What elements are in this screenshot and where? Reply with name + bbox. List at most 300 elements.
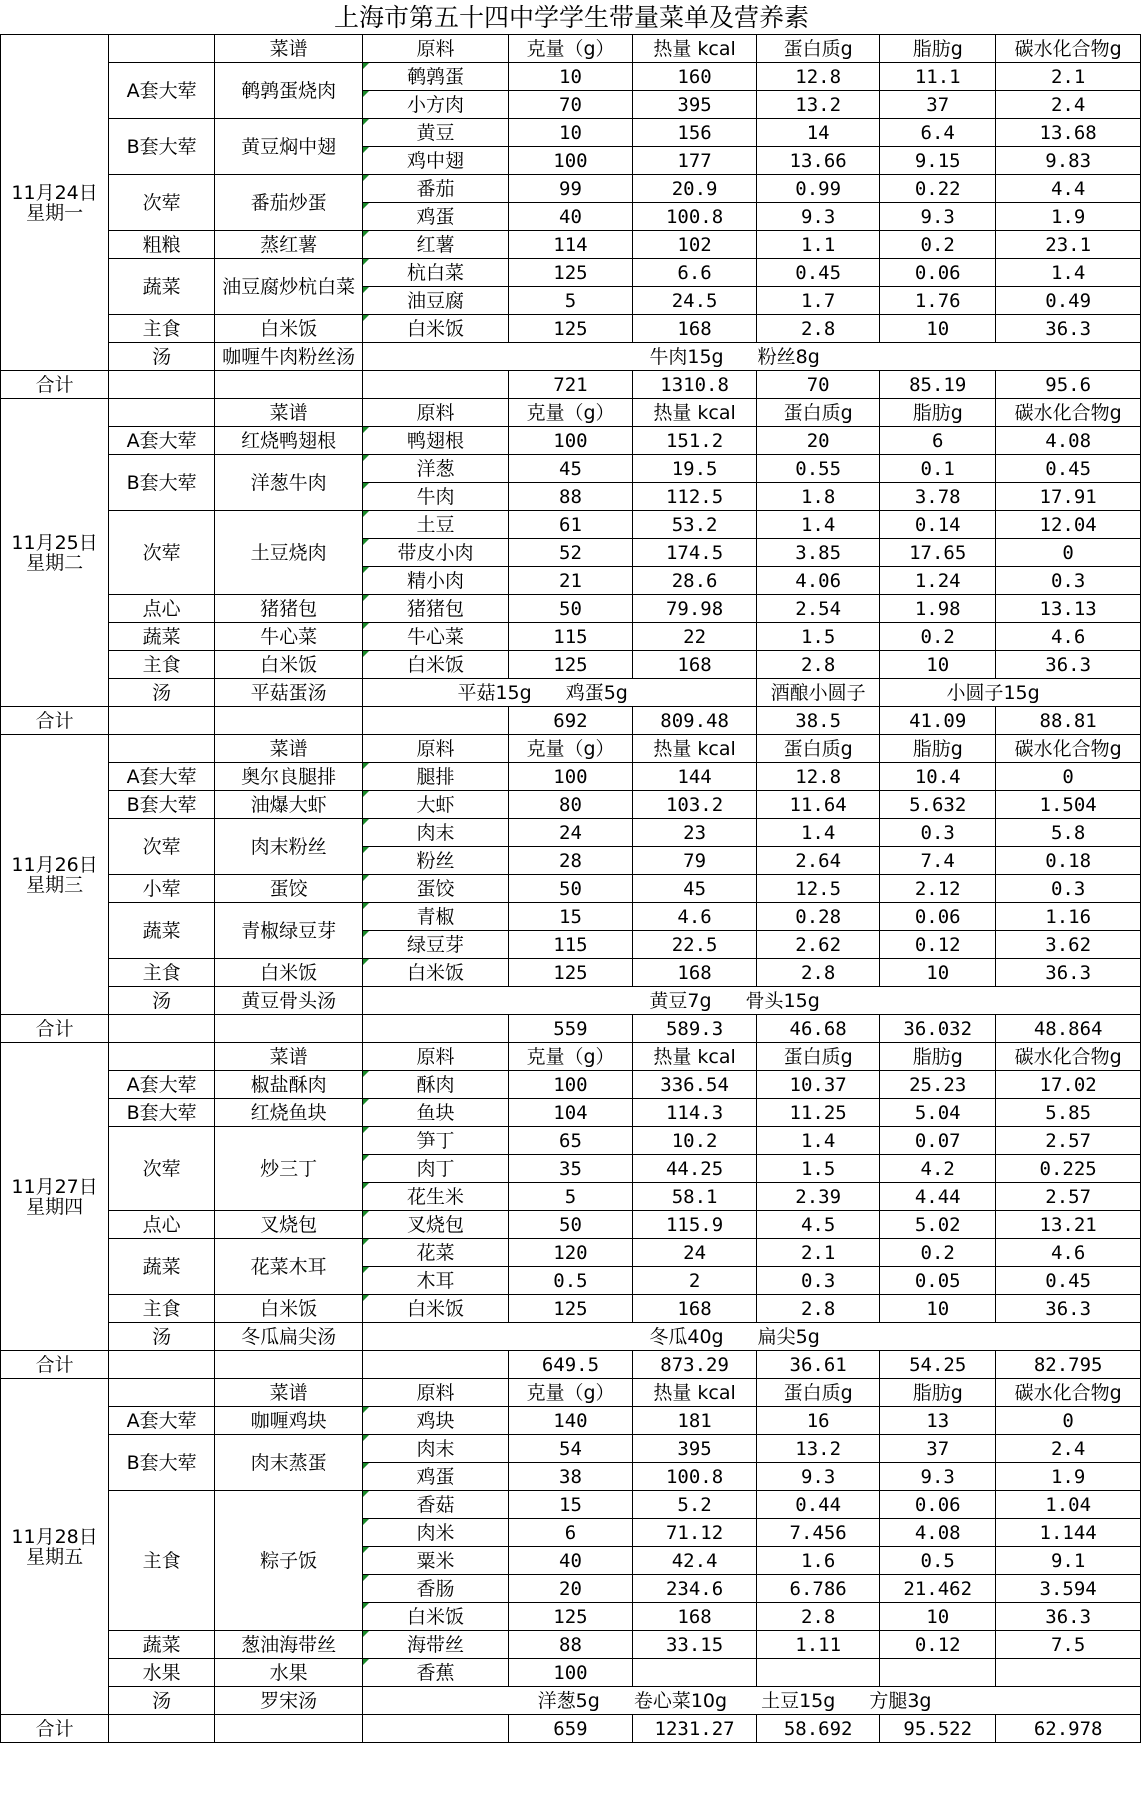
day-cell — [1, 1379, 109, 1715]
course-category: B套大荤 — [109, 1099, 215, 1127]
value-protein: 12.8 — [757, 63, 880, 91]
extra-soup-ingredients — [880, 679, 1141, 707]
ingredient-name: 红薯 — [363, 231, 509, 259]
value-protein: 4.5 — [757, 1211, 880, 1239]
ingredient-name: 香蕉 — [363, 1659, 509, 1687]
value-fat: 0.1 — [880, 455, 996, 483]
menu-item-row — [1, 651, 1141, 679]
value-carb: 36.3 — [996, 651, 1141, 679]
menu-item-row — [1, 1491, 1141, 1519]
course-category: B套大荤 — [109, 119, 215, 175]
ingredient-name: 蛋饺 — [363, 875, 509, 903]
total-fat: 36.032 — [880, 1015, 996, 1043]
header-protein: 蛋白质g — [757, 399, 880, 427]
soup-ingredient: 土豆15g — [761, 1689, 836, 1712]
value-protein: 1.4 — [757, 1127, 880, 1155]
course-dish: 蒸红薯 — [215, 231, 363, 259]
menu-item-row — [1, 763, 1141, 791]
course-category: 主食 — [109, 651, 215, 679]
menu-item-row — [1, 511, 1141, 539]
header-dish: 菜谱 — [215, 399, 363, 427]
value-g: 6 — [508, 1519, 632, 1547]
menu-item-row — [1, 1211, 1141, 1239]
value-kcal: 177 — [633, 147, 757, 175]
value-carb: 0.3 — [996, 567, 1141, 595]
day-date: 11月24日 — [11, 181, 98, 204]
course-category: A套大荤 — [109, 763, 215, 791]
value-protein: 2.62 — [757, 931, 880, 959]
value-carb: 7.5 — [996, 1631, 1141, 1659]
value-fat: 3.78 — [880, 483, 996, 511]
value-g: 15 — [508, 1491, 632, 1519]
value-fat: 10 — [880, 1603, 996, 1631]
value-protein: 1.1 — [757, 231, 880, 259]
header-protein: 蛋白质g — [757, 1379, 880, 1407]
value-carb: 1.04 — [996, 1491, 1141, 1519]
header-ingredient: 原料 — [363, 735, 509, 763]
value-protein: 11.64 — [757, 791, 880, 819]
soup-name: 冬瓜扁尖汤 — [215, 1323, 363, 1351]
value-kcal: 395 — [633, 1435, 757, 1463]
value-fat: 4.2 — [880, 1155, 996, 1183]
course-dish: 葱油海带丝 — [215, 1631, 363, 1659]
value-protein: 0.3 — [757, 1267, 880, 1295]
day-cell — [1, 735, 109, 1015]
ingredient-name: 带皮小肉 — [363, 539, 509, 567]
value-carb: 5.8 — [996, 819, 1141, 847]
value-carb: 1.504 — [996, 791, 1141, 819]
menu-item-row — [1, 1239, 1141, 1267]
course-category: A套大荤 — [109, 63, 215, 119]
value-kcal: 181 — [633, 1407, 757, 1435]
value-kcal: 22.5 — [633, 931, 757, 959]
value-carb: 13.13 — [996, 595, 1141, 623]
value-fat: 0.2 — [880, 1239, 996, 1267]
soup-ingredient: 扁尖5g — [757, 1325, 820, 1348]
total-blank — [109, 371, 215, 399]
value-carb: 23.1 — [996, 231, 1141, 259]
value-kcal: 100.8 — [633, 1463, 757, 1491]
menu-item-row — [1, 791, 1141, 819]
soup-ingredients — [363, 1687, 1141, 1715]
value-kcal: 24.5 — [633, 287, 757, 315]
total-protein: 58.692 — [757, 1715, 880, 1743]
header-protein: 蛋白质g — [757, 735, 880, 763]
value-carb: 17.91 — [996, 483, 1141, 511]
ingredient-name: 牛肉 — [363, 483, 509, 511]
total-protein: 70 — [757, 371, 880, 399]
header-fat: 脂肪g — [880, 1043, 996, 1071]
value-protein: 1.4 — [757, 511, 880, 539]
course-dish: 白米饭 — [215, 315, 363, 343]
soup-label: 汤 — [109, 987, 215, 1015]
value-carb: 0.45 — [996, 1267, 1141, 1295]
value-g: 61 — [508, 511, 632, 539]
ingredient-name: 土豆 — [363, 511, 509, 539]
course-dish: 叉烧包 — [215, 1211, 363, 1239]
ingredient-name: 猪猪包 — [363, 595, 509, 623]
value-kcal: 168 — [633, 651, 757, 679]
value-kcal: 100.8 — [633, 203, 757, 231]
value-carb: 0 — [996, 539, 1141, 567]
total-label: 合计 — [1, 371, 109, 399]
value-fat: 0.2 — [880, 231, 996, 259]
ingredient-name: 肉丁 — [363, 1155, 509, 1183]
soup-ingredient: 黄豆7g — [649, 989, 712, 1012]
ingredient-name: 木耳 — [363, 1267, 509, 1295]
value-protein: 0.28 — [757, 903, 880, 931]
value-g: 10 — [508, 63, 632, 91]
day-date: 11月28日 — [11, 1525, 98, 1548]
value-g: 28 — [508, 847, 632, 875]
value-fat: 9.3 — [880, 1463, 996, 1491]
value-fat: 1.76 — [880, 287, 996, 315]
value-g: 54 — [508, 1435, 632, 1463]
course-category: 蔬菜 — [109, 903, 215, 959]
ingredient-name: 小方肉 — [363, 91, 509, 119]
header-category-blank — [109, 1043, 215, 1071]
total-blank — [215, 1715, 363, 1743]
course-category: 蔬菜 — [109, 1239, 215, 1295]
value-fat: 0.2 — [880, 623, 996, 651]
course-dish: 水果 — [215, 1659, 363, 1687]
value-protein: 4.06 — [757, 567, 880, 595]
course-category: 主食 — [109, 1295, 215, 1323]
header-ingredient: 原料 — [363, 1379, 509, 1407]
ingredient-name: 笋丁 — [363, 1127, 509, 1155]
ingredient-name: 肉米 — [363, 1519, 509, 1547]
value-g: 20 — [508, 1575, 632, 1603]
ingredient-name: 白米饭 — [363, 651, 509, 679]
header-fat: 脂肪g — [880, 35, 996, 63]
value-fat: 17.65 — [880, 539, 996, 567]
header-grams: 克量（g） — [508, 735, 632, 763]
value-fat: 25.23 — [880, 1071, 996, 1099]
soup-label: 汤 — [109, 1687, 215, 1715]
course-category: 点心 — [109, 1211, 215, 1239]
value-kcal: 19.5 — [633, 455, 757, 483]
course-dish: 白米饭 — [215, 651, 363, 679]
header-fat: 脂肪g — [880, 1379, 996, 1407]
menu-item-row — [1, 231, 1141, 259]
day-header-row — [1, 35, 1141, 63]
ingredient-name: 肉末 — [363, 819, 509, 847]
value-protein: 1.4 — [757, 819, 880, 847]
course-dish: 青椒绿豆芽 — [215, 903, 363, 959]
value-g: 140 — [508, 1407, 632, 1435]
value-carb: 0.18 — [996, 847, 1141, 875]
total-g: 692 — [508, 707, 632, 735]
ingredient-name: 鸭翅根 — [363, 427, 509, 455]
ingredient-name: 白米饭 — [363, 1603, 509, 1631]
total-carb: 48.864 — [996, 1015, 1141, 1043]
value-protein: 11.25 — [757, 1099, 880, 1127]
value-protein — [757, 1659, 880, 1687]
value-protein: 1.6 — [757, 1547, 880, 1575]
value-protein: 13.2 — [757, 1435, 880, 1463]
value-protein: 1.5 — [757, 1155, 880, 1183]
value-carb: 1.4 — [996, 259, 1141, 287]
value-fat: 10 — [880, 315, 996, 343]
ingredient-name: 香菇 — [363, 1491, 509, 1519]
value-fat: 37 — [880, 91, 996, 119]
header-category-blank — [109, 735, 215, 763]
value-carb: 3.62 — [996, 931, 1141, 959]
value-g: 40 — [508, 1547, 632, 1575]
value-kcal: 24 — [633, 1239, 757, 1267]
header-category-blank — [109, 35, 215, 63]
value-kcal: 168 — [633, 1603, 757, 1631]
day-header-row — [1, 1379, 1141, 1407]
menu-item-row — [1, 1295, 1141, 1323]
value-g: 125 — [508, 959, 632, 987]
ingredient-name: 洋葱 — [363, 455, 509, 483]
header-carb: 碳水化合物g — [996, 399, 1141, 427]
value-g: 100 — [508, 763, 632, 791]
course-dish: 白米饭 — [215, 1295, 363, 1323]
total-fat: 54.25 — [880, 1351, 996, 1379]
value-protein: 0.99 — [757, 175, 880, 203]
value-kcal: 71.12 — [633, 1519, 757, 1547]
ingredient-name: 粟米 — [363, 1547, 509, 1575]
value-g: 70 — [508, 91, 632, 119]
value-carb: 17.02 — [996, 1071, 1141, 1099]
value-fat: 0.12 — [880, 931, 996, 959]
menu-item-row — [1, 259, 1141, 287]
value-carb: 0.225 — [996, 1155, 1141, 1183]
value-fat: 4.44 — [880, 1183, 996, 1211]
value-carb: 9.83 — [996, 147, 1141, 175]
value-kcal: 234.6 — [633, 1575, 757, 1603]
total-kcal: 589.3 — [633, 1015, 757, 1043]
ingredient-name: 鸡中翅 — [363, 147, 509, 175]
menu-item-row — [1, 1407, 1141, 1435]
value-kcal: 156 — [633, 119, 757, 147]
value-protein: 13.66 — [757, 147, 880, 175]
ingredient-name: 油豆腐 — [363, 287, 509, 315]
ingredient-name: 精小肉 — [363, 567, 509, 595]
total-row — [1, 1015, 1141, 1043]
value-kcal: 45 — [633, 875, 757, 903]
value-fat: 9.3 — [880, 203, 996, 231]
course-category: 小荤 — [109, 875, 215, 903]
course-dish: 蛋饺 — [215, 875, 363, 903]
value-protein: 9.3 — [757, 1463, 880, 1491]
total-carb: 62.978 — [996, 1715, 1141, 1743]
total-kcal: 873.29 — [633, 1351, 757, 1379]
menu-item-row — [1, 959, 1141, 987]
soup-ingredients — [363, 343, 1141, 371]
value-fat: 10.4 — [880, 763, 996, 791]
value-kcal: 151.2 — [633, 427, 757, 455]
menu-item-row — [1, 1435, 1141, 1463]
course-category: A套大荤 — [109, 1071, 215, 1099]
value-fat: 0.22 — [880, 175, 996, 203]
soup-ingredients — [363, 987, 1141, 1015]
header-carb: 碳水化合物g — [996, 35, 1141, 63]
day-header-row — [1, 735, 1141, 763]
course-dish: 咖喱鸡块 — [215, 1407, 363, 1435]
value-kcal: 79 — [633, 847, 757, 875]
value-fat: 6 — [880, 427, 996, 455]
total-g: 559 — [508, 1015, 632, 1043]
value-carb: 4.6 — [996, 1239, 1141, 1267]
value-protein: 2.8 — [757, 1603, 880, 1631]
course-category: 蔬菜 — [109, 1631, 215, 1659]
value-carb: 1.9 — [996, 1463, 1141, 1491]
header-kcal: 热量 kcal — [633, 1043, 757, 1071]
total-g: 659 — [508, 1715, 632, 1743]
course-dish: 肉末蒸蛋 — [215, 1435, 363, 1491]
total-blank — [215, 1351, 363, 1379]
value-kcal: 395 — [633, 91, 757, 119]
ingredient-name: 鸡蛋 — [363, 1463, 509, 1491]
value-fat: 5.04 — [880, 1099, 996, 1127]
document-title: 上海市第五十四中学学生带量菜单及营养素 — [333, 3, 809, 32]
header-dish: 菜谱 — [215, 735, 363, 763]
soup-ingredients — [363, 679, 757, 707]
value-kcal: 168 — [633, 1295, 757, 1323]
value-kcal: 53.2 — [633, 511, 757, 539]
ingredient-name: 黄豆 — [363, 119, 509, 147]
ingredient-name: 绿豆芽 — [363, 931, 509, 959]
header-dish: 菜谱 — [215, 1043, 363, 1071]
value-kcal: 20.9 — [633, 175, 757, 203]
soup-ingredient: 骨头15g — [745, 989, 820, 1012]
soup-ingredient: 冬瓜40g — [649, 1325, 724, 1348]
value-kcal: 44.25 — [633, 1155, 757, 1183]
value-fat: 5.02 — [880, 1211, 996, 1239]
ingredient-name: 肉末 — [363, 1435, 509, 1463]
course-dish: 红烧鱼块 — [215, 1099, 363, 1127]
value-g: 38 — [508, 1463, 632, 1491]
value-protein: 20 — [757, 427, 880, 455]
value-g: 125 — [508, 315, 632, 343]
value-g: 125 — [508, 1295, 632, 1323]
course-category: A套大荤 — [109, 427, 215, 455]
value-carb: 4.6 — [996, 623, 1141, 651]
header-protein: 蛋白质g — [757, 1043, 880, 1071]
value-kcal: 114.3 — [633, 1099, 757, 1127]
value-fat: 0.12 — [880, 1631, 996, 1659]
course-category: 次荤 — [109, 175, 215, 231]
value-kcal: 5.2 — [633, 1491, 757, 1519]
menu-item-row — [1, 1099, 1141, 1127]
total-g: 721 — [508, 371, 632, 399]
value-g: 115 — [508, 623, 632, 651]
total-blank — [215, 1015, 363, 1043]
course-category: 次荤 — [109, 1127, 215, 1211]
menu-item-row — [1, 1631, 1141, 1659]
menu-item-row — [1, 63, 1141, 91]
header-kcal: 热量 kcal — [633, 399, 757, 427]
course-category: 点心 — [109, 595, 215, 623]
total-carb: 95.6 — [996, 371, 1141, 399]
header-fat: 脂肪g — [880, 735, 996, 763]
value-protein: 2.8 — [757, 1295, 880, 1323]
value-protein: 1.7 — [757, 287, 880, 315]
value-carb: 36.3 — [996, 1295, 1141, 1323]
soup-row — [1, 1687, 1141, 1715]
day-header-row — [1, 1043, 1141, 1071]
header-grams: 克量（g） — [508, 399, 632, 427]
header-category-blank — [109, 1379, 215, 1407]
value-protein: 3.85 — [757, 539, 880, 567]
value-fat: 37 — [880, 1435, 996, 1463]
value-g: 115 — [508, 931, 632, 959]
menu-item-row — [1, 875, 1141, 903]
value-protein: 16 — [757, 1407, 880, 1435]
ingredient-name: 香肠 — [363, 1575, 509, 1603]
ingredient-name: 花生米 — [363, 1183, 509, 1211]
ingredient-name: 粉丝 — [363, 847, 509, 875]
menu-item-row — [1, 595, 1141, 623]
value-kcal: 22 — [633, 623, 757, 651]
value-protein: 10.37 — [757, 1071, 880, 1099]
day-date: 11月25日 — [11, 531, 98, 554]
value-fat: 6.4 — [880, 119, 996, 147]
course-dish: 白米饭 — [215, 959, 363, 987]
value-carb: 4.4 — [996, 175, 1141, 203]
value-fat: 0.06 — [880, 259, 996, 287]
ingredient-name: 牛心菜 — [363, 623, 509, 651]
total-fat: 41.09 — [880, 707, 996, 735]
total-row — [1, 371, 1141, 399]
day-cell — [1, 1043, 109, 1351]
course-dish: 红烧鸭翅根 — [215, 427, 363, 455]
total-blank — [363, 707, 509, 735]
value-protein: 2.39 — [757, 1183, 880, 1211]
value-protein: 7.456 — [757, 1519, 880, 1547]
menu-item-row — [1, 427, 1141, 455]
value-fat: 0.06 — [880, 1491, 996, 1519]
course-dish: 椒盐酥肉 — [215, 1071, 363, 1099]
header-dish: 菜谱 — [215, 35, 363, 63]
value-g: 40 — [508, 203, 632, 231]
value-carb: 36.3 — [996, 1603, 1141, 1631]
course-category: 粗粮 — [109, 231, 215, 259]
menu-item-row — [1, 819, 1141, 847]
value-carb: 5.85 — [996, 1099, 1141, 1127]
header-category-blank — [109, 399, 215, 427]
value-g: 125 — [508, 259, 632, 287]
soup-ingredient: 牛肉15g — [649, 345, 724, 368]
soup-ingredients — [363, 1323, 1141, 1351]
value-kcal: 168 — [633, 959, 757, 987]
value-g: 100 — [508, 427, 632, 455]
day-weekday: 星期三 — [26, 873, 84, 896]
header-carb: 碳水化合物g — [996, 1043, 1141, 1071]
value-kcal: 160 — [633, 63, 757, 91]
ingredient-name: 鱼块 — [363, 1099, 509, 1127]
total-label: 合计 — [1, 1015, 109, 1043]
value-g: 100 — [508, 1659, 632, 1687]
total-g: 649.5 — [508, 1351, 632, 1379]
value-kcal: 103.2 — [633, 791, 757, 819]
course-category: B套大荤 — [109, 1435, 215, 1491]
soup-ingredient: 鸡蛋5g — [565, 681, 628, 704]
value-g: 10 — [508, 119, 632, 147]
total-blank — [363, 1351, 509, 1379]
total-label: 合计 — [1, 1715, 109, 1743]
value-g: 100 — [508, 1071, 632, 1099]
value-carb: 13.68 — [996, 119, 1141, 147]
course-category: 蔬菜 — [109, 259, 215, 315]
header-dish: 菜谱 — [215, 1379, 363, 1407]
value-g: 5 — [508, 1183, 632, 1211]
course-dish: 鹌鹑蛋烧肉 — [215, 63, 363, 119]
menu-item-row — [1, 175, 1141, 203]
